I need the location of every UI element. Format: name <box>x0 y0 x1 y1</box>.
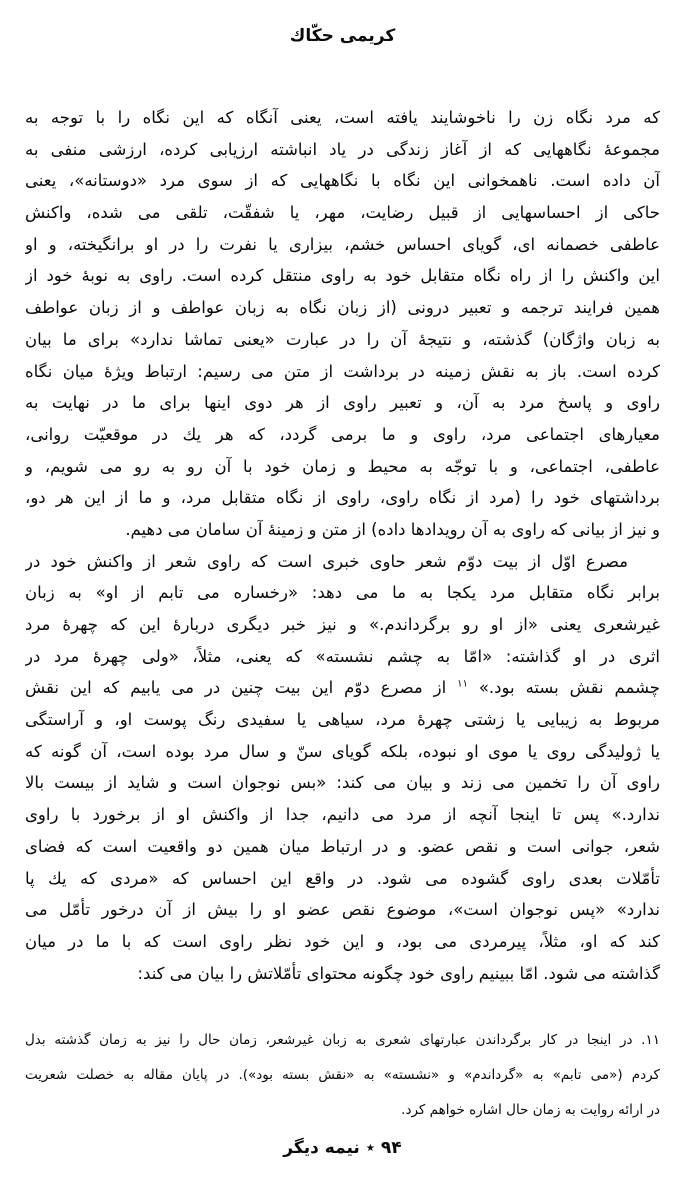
footnote-line: در ارائه روايت به زمان حال اشاره خواهم كرد. <box>401 1102 660 1119</box>
footnote-block <box>25 1023 660 1128</box>
text-line: گذاشته مى شود. امّا ببينيم راوى خود چگونه محتواى تأمّلاتش را بيان مى كند: <box>137 963 660 983</box>
text-line: تأمّلات بعدى راوى گشوده مى شود. در واقع اين احساس كه «مردى كه يك پا <box>25 868 660 888</box>
text-line: معيارهاى اجتماعى مرد، راوى و ما برمى گردد، كه هر يك در موقعيّت روانى، <box>25 424 660 444</box>
text-line: برابر نگاه متقابل مرد يكجا به ما مى دهد: «رخساره مى تابم از او» به زبان <box>25 583 660 603</box>
text-line: ندارد.» پس تا اينجا آنچه از مرد مى دانيم، جدا از واكنش او از برخورد با راوى <box>25 805 660 825</box>
text-line: همين فرايند ترجمه و تعبير درونى (از زبان نگاه به زبان عواطف و از زبان عواطف <box>25 298 660 318</box>
text-line: به زبان واژگان) گذشته، و نتيجهٔ آن را در عبارت «يعنى تماشا ندارد» براى ما بيان <box>25 329 660 349</box>
text-line: غيرشعرى يعنى «از او رو برگرداندم.» و نيز خبر ديگرى دربارهٔ اين كه چهرهٔ مرد <box>25 615 660 634</box>
text-line: مربوط به زيبايى يا زشتى چهرهٔ مرد، سياهى يا سفيدى رنگ پوست او، و آراستگى <box>25 710 660 730</box>
text-line: راوى و پاسخ مرد به آن، و تعبير راوى از هر دوى اينها براى ما در نهايت به <box>25 393 660 413</box>
text-line: كرده است. باز به نقش زمينه در برداشت از متن مى رسيم: ارتباط ويژهٔ ميان نگاه <box>25 361 660 381</box>
text-line-with-footnote-ref <box>25 672 660 704</box>
paragraph-1 <box>25 102 660 546</box>
text-line: كند كه او، مثلاً، پيرمردى مى بود، و اين خود نظر راوى است كه با ما در ميان <box>25 931 660 951</box>
journal-name-and-page-number: ۹۴ ٭ نيمه ديگر <box>283 1138 402 1159</box>
text-line: مصرع اوّل از بيت دوّم شعر حاوى خبرى است كه راوى شعر از واكنش خود در <box>25 551 628 571</box>
text-segment: از مصرع دوّم اين بيت چنين در مى يابيم كه اين نقش <box>25 678 447 698</box>
text-line: حاكى از احساسهايى از قبيل رضايت، مهر، يا شفقّت، تلقى مى شده، واكنش <box>25 203 660 223</box>
text-line: يا ژوليدگى روى يا موى او نبوده، بلكه گوياى سنّ و سال مرد بوده است، آن گونه كه <box>25 741 660 761</box>
text-line: راوى آن را تخمين مى زند و بيان مى كند: «بس نوجوان است و شايد از بيست بالا <box>25 773 660 793</box>
text-line: عاطفى، اجتماعى، و با توجّه به محيط و زمان خود با آن رو به رو مى شويم، و <box>25 456 660 476</box>
text-line: شعر، جوانى است و نقص عضو. و در ارتباط ميان همين دو واقعيت است كه فضاى <box>25 836 660 856</box>
paragraph-2 <box>25 546 660 990</box>
running-head-author: كريمى حكّاك <box>289 26 396 46</box>
footnote-line: كردم («مى تابم» به «گرداندم» و «نشسته» به «نقش بسته بود»). در پايان مقاله به خصلت شعريت <box>25 1067 660 1084</box>
text-line: مجموعهٔ نگاههايى كه از آغاز زندگى در ياد انباشته ارزيابى كرده، ارزشى منفى به <box>25 139 660 159</box>
footnote-line: ١١. در اينجا در كار برگرداندن عبارتهاى شعرى به زبان غيرشعر، زمان حال را نيز به زمان گذشته بدل <box>25 1032 660 1049</box>
text-segment: چشمم نقش بسته بود.» <box>478 678 660 698</box>
article-body <box>25 102 660 989</box>
footnote-reference-marker: ١١ <box>457 678 468 690</box>
text-line: و نيز از بيانى كه راوى به آن رويدادها داده) از متن و زمينهٔ آن سامان مى دهيم. <box>125 519 660 539</box>
text-line: عاطفى خصمانه اى، گوياى احساس خشم، بيزارى يا نفرت را در او برانگيخته، و او <box>25 234 660 254</box>
text-line: اين واكنش را از راه نگاه متقابل خود به راوى منتقل كرده است. راوى به نوبهٔ خود از <box>25 266 660 286</box>
text-line: ندارد» «پس نوجوان است»، موضوع نقص عضو او را بيش از آن درخور تأمّل مى <box>25 900 660 920</box>
text-line: برداشتهاى خود را (مرد از نگاه راوى، راوى از نگاه متقابل مرد، و ما از اين هر دو، <box>25 488 660 508</box>
text-line: اثرى در او گذاشته: «امّا به چشم نشسته» كه يعنى، مثلاً، «ولى چهرهٔ مرد در <box>25 646 660 666</box>
text-line: آن داده است. ناهمخوانى اين نگاه با نگاههايى كه از سوى مرد «دوستانه»، يعنى <box>25 171 660 191</box>
text-line: كه مرد نگاه زن را ناخوشايند يافته است، يعنى آنگاه كه اين نگاه را با توجه به <box>25 108 660 127</box>
